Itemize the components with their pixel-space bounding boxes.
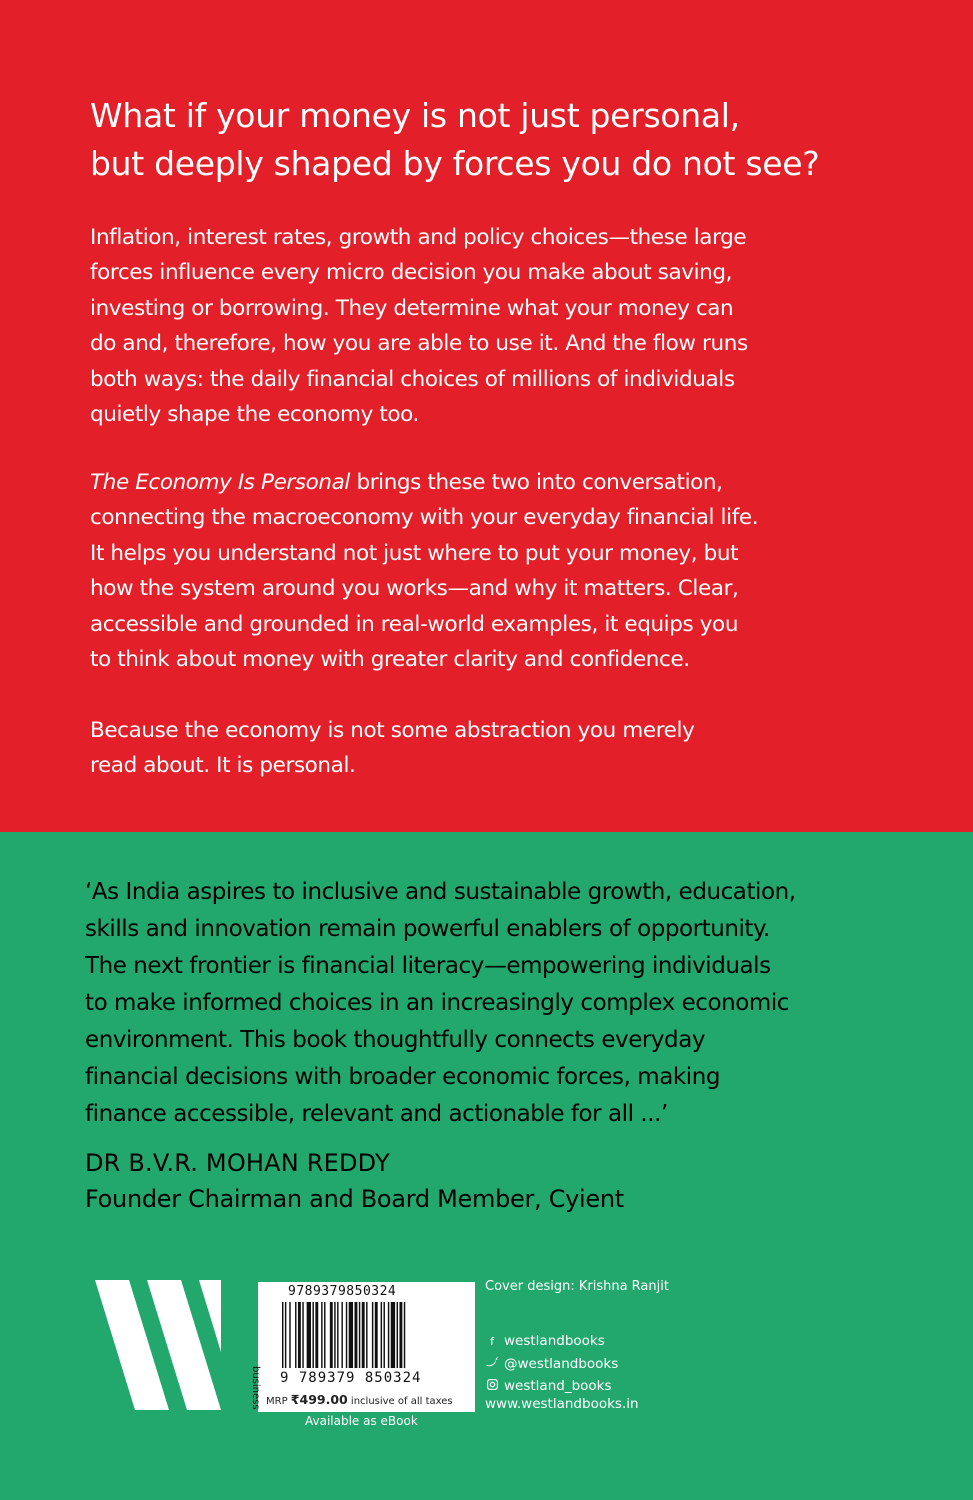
isbn-top: 9789379850324: [288, 1284, 397, 1299]
tax-note: inclusive of all taxes: [350, 1396, 453, 1407]
text-line: both ways: the daily financial choices of millions of individuals: [90, 366, 735, 392]
publisher-website[interactable]: www.westlandbooks.in: [485, 1396, 639, 1412]
blurb-paragraph-2: [90, 465, 920, 677]
text-line: skills and innovation remain powerful enablers of opportunity.: [85, 916, 770, 942]
blurb-paragraph-3: [90, 713, 920, 784]
text-line: finance accessible, relevant and actionable for all ...’: [85, 1101, 668, 1127]
social-facebook[interactable]: [485, 1330, 618, 1353]
text-line: do and, therefore, how you are able to use it. And the flow runs: [90, 331, 748, 357]
cover-design-credit: Cover design: Krishna Ranjit: [485, 1279, 669, 1294]
instagram-handle: westland_books: [504, 1378, 612, 1395]
text-line: how the system around you works—and why it matters. Clear,: [90, 576, 739, 602]
text-line: ‘As India aspires to inclusive and sustainable growth, education,: [85, 879, 796, 905]
isbn-bottom: 9 789379 850324: [280, 1370, 422, 1386]
book-title-italic: The Economy Is Personal: [90, 470, 351, 495]
mrp-label: MRP: [266, 1396, 288, 1407]
headline-line-1: What if your money is not just personal,: [90, 96, 740, 135]
text-line: financial decisions with broader economic forces, making: [85, 1064, 720, 1090]
text-line: Because the economy is not some abstraction you merely: [90, 718, 695, 743]
publisher-logo-icon: [95, 1280, 245, 1410]
text-line: environment. This book thoughtfully connects everyday: [85, 1027, 706, 1053]
social-links: [485, 1330, 618, 1398]
text-line: The next frontier is financial literacy—empowering individuals: [85, 953, 771, 979]
text-line: to think about money with greater clarity and confidence.: [90, 647, 690, 673]
text-line: to make informed choices in an increasingly complex economic: [85, 990, 789, 1016]
price: ₹499.00: [290, 1392, 348, 1407]
blurb-paragraph-1: [90, 220, 920, 432]
text-line: accessible and grounded in real-world examples, it equips you: [90, 611, 739, 637]
headline-line-2: but deeply shaped by forces you do not see?: [90, 144, 820, 183]
text-line: investing or borrowing. They determine what your money can: [90, 295, 734, 321]
text-line: quietly shape the economy too.: [90, 402, 419, 428]
social-instagram[interactable]: [485, 1375, 618, 1398]
twitter-handle: @westlandbooks: [504, 1355, 619, 1372]
text-line: connecting the macroeconomy with your everyday financial life.: [90, 505, 759, 531]
price-line: [266, 1392, 453, 1407]
text-line: It helps you understand not just where to put your money, but: [90, 540, 739, 566]
endorsement-quote: [85, 874, 945, 1133]
text-line: forces influence every micro decision you make about saving,: [90, 260, 733, 286]
barcode-icon: [282, 1302, 468, 1368]
quote-author: DR B.V.R. MOHAN REDDY: [85, 1149, 390, 1177]
text-line: brings these two into conversation,: [350, 470, 723, 495]
ebook-note: Available as eBook: [305, 1414, 418, 1428]
text-line: read about. It is personal.: [90, 753, 356, 779]
facebook-handle: westlandbooks: [504, 1333, 605, 1350]
barcode-label: [258, 1282, 475, 1412]
twitter-icon: [485, 1357, 499, 1370]
social-twitter[interactable]: [485, 1353, 618, 1376]
headline: [90, 92, 910, 188]
instagram-icon: [485, 1379, 499, 1393]
facebook-icon: f: [490, 1334, 494, 1348]
category-label: business: [250, 1366, 261, 1410]
quote-author-title: Founder Chairman and Board Member, Cyient: [85, 1185, 624, 1213]
text-line: Inflation, interest rates, growth and policy choices—these large: [90, 225, 747, 250]
